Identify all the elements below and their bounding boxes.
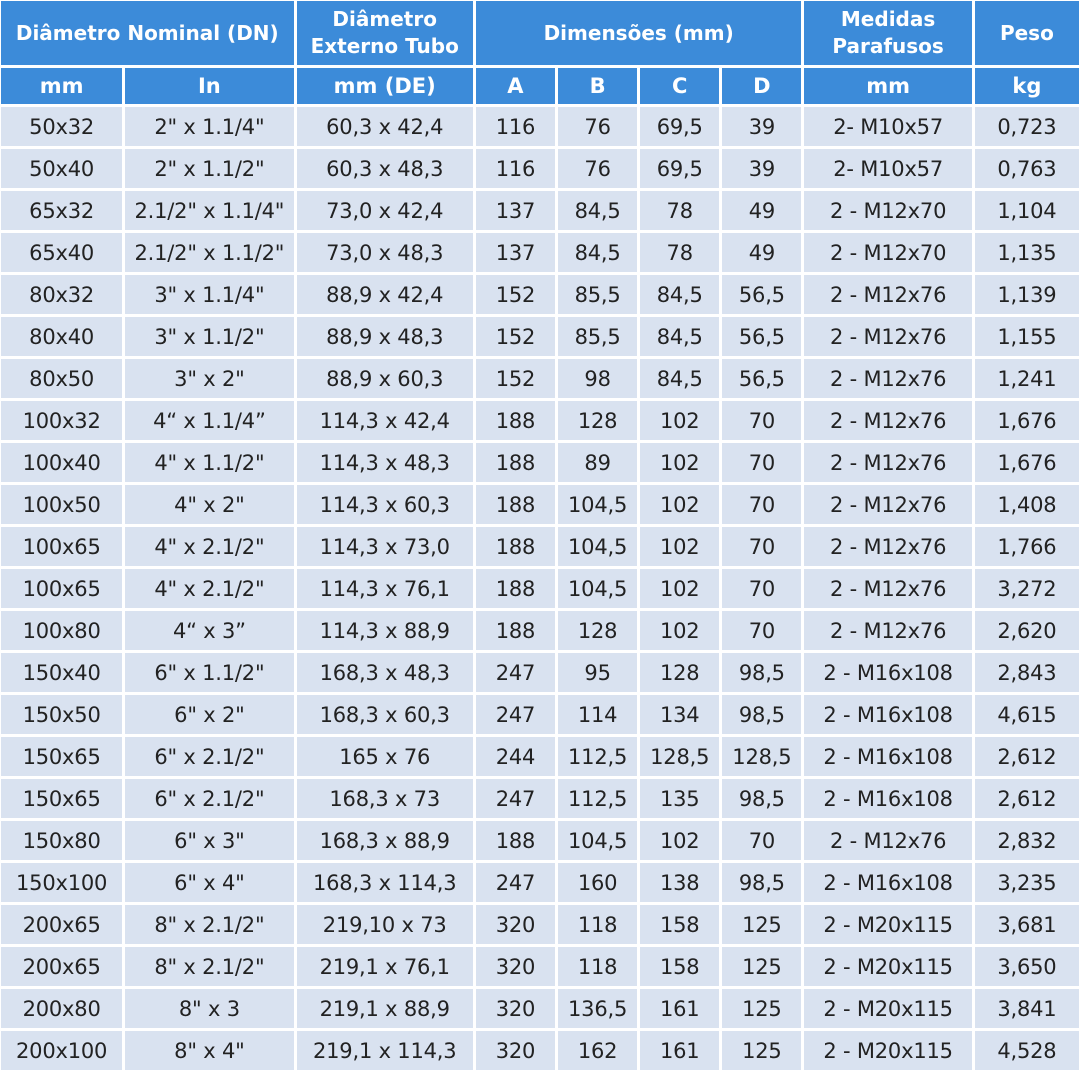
cell-dn-in: 8" x 3	[125, 989, 293, 1028]
cell-dim-a: 188	[476, 821, 555, 860]
cell-dim-c: 138	[640, 863, 719, 902]
cell-dn-mm: 100x50	[1, 485, 122, 524]
header-outer-diameter-line1: Diâmetro	[332, 7, 437, 31]
cell-dim-d: 56,5	[722, 275, 801, 314]
subheader-dim-a: A	[476, 68, 555, 104]
cell-weight: 3,681	[975, 905, 1079, 944]
cell-dim-d: 98,5	[722, 653, 801, 692]
cell-dim-b: 84,5	[558, 191, 637, 230]
cell-dim-a: 320	[476, 1031, 555, 1070]
cell-dim-b: 104,5	[558, 527, 637, 566]
cell-dim-b: 162	[558, 1031, 637, 1070]
cell-dn-in: 8" x 2.1/2"	[125, 947, 293, 986]
cell-dim-a: 116	[476, 107, 555, 146]
cell-bolts: 2 - M20x115	[804, 905, 971, 944]
cell-outer-diameter: 114,3 x 88,9	[297, 611, 473, 650]
cell-dim-a: 247	[476, 653, 555, 692]
cell-dim-a: 152	[476, 317, 555, 356]
table-row	[1, 569, 1079, 608]
cell-weight: 4,528	[975, 1031, 1079, 1070]
cell-weight: 1,766	[975, 527, 1079, 566]
cell-bolts: 2 - M12x76	[804, 527, 971, 566]
table-row	[1, 737, 1079, 776]
cell-dim-a: 247	[476, 779, 555, 818]
cell-dn-in: 8" x 2.1/2"	[125, 905, 293, 944]
cell-dim-b: 114	[558, 695, 637, 734]
cell-dim-b: 112,5	[558, 737, 637, 776]
cell-dim-d: 49	[722, 233, 801, 272]
cell-dn-in: 4“ x 1.1/4”	[125, 401, 293, 440]
table-row	[1, 149, 1079, 188]
table-row	[1, 695, 1079, 734]
cell-dim-a: 320	[476, 989, 555, 1028]
cell-dim-b: 85,5	[558, 275, 637, 314]
cell-bolts: 2 - M16x108	[804, 863, 971, 902]
table-row	[1, 233, 1079, 272]
cell-dim-b: 128	[558, 611, 637, 650]
cell-dim-d: 125	[722, 1031, 801, 1070]
cell-dn-in: 4" x 2.1/2"	[125, 569, 293, 608]
cell-dn-mm: 150x80	[1, 821, 122, 860]
cell-dn-in: 8" x 4"	[125, 1031, 293, 1070]
cell-dim-c: 158	[640, 947, 719, 986]
cell-outer-diameter: 114,3 x 60,3	[297, 485, 473, 524]
cell-dim-c: 78	[640, 233, 719, 272]
cell-outer-diameter: 219,10 x 73	[297, 905, 473, 944]
cell-dim-d: 56,5	[722, 317, 801, 356]
cell-dim-c: 128	[640, 653, 719, 692]
subheader-dn-mm: mm	[1, 68, 122, 104]
cell-dim-a: 188	[476, 401, 555, 440]
cell-dn-in: 2.1/2" x 1.1/2"	[125, 233, 293, 272]
cell-bolts: 2 - M20x115	[804, 1031, 971, 1070]
cell-dim-a: 247	[476, 695, 555, 734]
cell-dim-b: 118	[558, 905, 637, 944]
cell-bolts: 2 - M12x70	[804, 233, 971, 272]
cell-outer-diameter: 168,3 x 60,3	[297, 695, 473, 734]
cell-dn-in: 4" x 2"	[125, 485, 293, 524]
cell-dn-in: 6" x 2"	[125, 695, 293, 734]
cell-dn-in: 2" x 1.1/4"	[125, 107, 293, 146]
cell-dim-d: 70	[722, 569, 801, 608]
cell-weight: 1,676	[975, 401, 1079, 440]
cell-weight: 0,763	[975, 149, 1079, 188]
cell-weight: 2,612	[975, 779, 1079, 818]
cell-dim-b: 84,5	[558, 233, 637, 272]
header-bolts	[804, 1, 971, 65]
cell-dim-b: 89	[558, 443, 637, 482]
cell-weight: 2,612	[975, 737, 1079, 776]
subheader-dim-d: D	[722, 68, 801, 104]
cell-dim-c: 128,5	[640, 737, 719, 776]
cell-dn-mm: 80x32	[1, 275, 122, 314]
cell-bolts: 2 - M12x76	[804, 359, 971, 398]
table-row	[1, 653, 1079, 692]
header-nominal-diameter: Diâmetro Nominal (DN)	[1, 1, 294, 65]
cell-dn-in: 3" x 1.1/4"	[125, 275, 293, 314]
table-row	[1, 485, 1079, 524]
cell-dn-mm: 200x65	[1, 947, 122, 986]
cell-dn-in: 4“ x 3”	[125, 611, 293, 650]
cell-outer-diameter: 88,9 x 42,4	[297, 275, 473, 314]
table-row	[1, 947, 1079, 986]
cell-bolts: 2 - M12x76	[804, 485, 971, 524]
cell-dim-b: 98	[558, 359, 637, 398]
cell-dn-in: 6" x 4"	[125, 863, 293, 902]
cell-dn-mm: 100x65	[1, 527, 122, 566]
cell-bolts: 2- M10x57	[804, 149, 971, 188]
cell-dim-c: 102	[640, 443, 719, 482]
cell-dn-mm: 65x40	[1, 233, 122, 272]
cell-outer-diameter: 168,3 x 114,3	[297, 863, 473, 902]
cell-dim-c: 102	[640, 527, 719, 566]
table-row	[1, 821, 1079, 860]
cell-dn-in: 3" x 2"	[125, 359, 293, 398]
cell-weight: 1,104	[975, 191, 1079, 230]
cell-dim-b: 160	[558, 863, 637, 902]
cell-dn-in: 2.1/2" x 1.1/4"	[125, 191, 293, 230]
cell-outer-diameter: 219,1 x 76,1	[297, 947, 473, 986]
cell-dn-mm: 150x65	[1, 737, 122, 776]
cell-dn-in: 4" x 1.1/2"	[125, 443, 293, 482]
cell-bolts: 2 - M12x76	[804, 569, 971, 608]
cell-outer-diameter: 219,1 x 114,3	[297, 1031, 473, 1070]
cell-dim-b: 85,5	[558, 317, 637, 356]
cell-dim-a: 137	[476, 191, 555, 230]
subheader-de-mm: mm (DE)	[297, 68, 473, 104]
table-row	[1, 107, 1079, 146]
cell-dim-b: 118	[558, 947, 637, 986]
cell-dim-b: 104,5	[558, 485, 637, 524]
cell-outer-diameter: 60,3 x 48,3	[297, 149, 473, 188]
cell-dim-b: 76	[558, 149, 637, 188]
cell-bolts: 2 - M20x115	[804, 989, 971, 1028]
cell-dn-mm: 150x100	[1, 863, 122, 902]
cell-dim-d: 125	[722, 989, 801, 1028]
cell-dim-d: 98,5	[722, 695, 801, 734]
cell-dim-c: 84,5	[640, 275, 719, 314]
cell-dim-a: 188	[476, 569, 555, 608]
subheader-dn-in: In	[125, 68, 293, 104]
header-dimensions: Dimensões (mm)	[476, 1, 802, 65]
cell-outer-diameter: 114,3 x 42,4	[297, 401, 473, 440]
cell-dim-d: 70	[722, 443, 801, 482]
cell-dim-c: 135	[640, 779, 719, 818]
cell-dn-in: 6" x 1.1/2"	[125, 653, 293, 692]
cell-dim-d: 70	[722, 611, 801, 650]
cell-dn-mm: 200x80	[1, 989, 122, 1028]
cell-dim-d: 70	[722, 485, 801, 524]
table-row	[1, 443, 1079, 482]
cell-bolts: 2 - M12x76	[804, 443, 971, 482]
cell-dim-b: 136,5	[558, 989, 637, 1028]
cell-dim-c: 161	[640, 1031, 719, 1070]
cell-bolts: 2 - M12x76	[804, 317, 971, 356]
subheader-weight-kg: kg	[975, 68, 1079, 104]
cell-dim-b: 104,5	[558, 821, 637, 860]
cell-dim-d: 39	[722, 107, 801, 146]
header-bolts-line2: Parafusos	[832, 34, 944, 58]
cell-dim-c: 84,5	[640, 359, 719, 398]
table-row	[1, 527, 1079, 566]
cell-weight: 4,615	[975, 695, 1079, 734]
cell-outer-diameter: 88,9 x 48,3	[297, 317, 473, 356]
table-row	[1, 317, 1079, 356]
cell-dn-mm: 150x40	[1, 653, 122, 692]
cell-dn-mm: 65x32	[1, 191, 122, 230]
cell-dim-a: 188	[476, 485, 555, 524]
cell-dn-mm: 100x65	[1, 569, 122, 608]
cell-weight: 1,408	[975, 485, 1079, 524]
cell-dim-c: 161	[640, 989, 719, 1028]
cell-bolts: 2 - M16x108	[804, 779, 971, 818]
cell-outer-diameter: 88,9 x 60,3	[297, 359, 473, 398]
cell-dim-c: 69,5	[640, 107, 719, 146]
cell-weight: 3,841	[975, 989, 1079, 1028]
cell-outer-diameter: 219,1 x 88,9	[297, 989, 473, 1028]
cell-dim-b: 95	[558, 653, 637, 692]
cell-outer-diameter: 165 x 76	[297, 737, 473, 776]
cell-weight: 1,241	[975, 359, 1079, 398]
table-row	[1, 611, 1079, 650]
cell-outer-diameter: 168,3 x 88,9	[297, 821, 473, 860]
cell-dn-mm: 50x40	[1, 149, 122, 188]
cell-dn-mm: 80x50	[1, 359, 122, 398]
cell-dim-b: 104,5	[558, 569, 637, 608]
cell-weight: 3,272	[975, 569, 1079, 608]
cell-weight: 2,843	[975, 653, 1079, 692]
cell-dn-mm: 100x80	[1, 611, 122, 650]
table-row	[1, 905, 1079, 944]
cell-dim-d: 39	[722, 149, 801, 188]
cell-dim-c: 102	[640, 401, 719, 440]
table-row	[1, 275, 1079, 314]
cell-dim-c: 102	[640, 611, 719, 650]
cell-dn-mm: 50x32	[1, 107, 122, 146]
cell-dim-d: 70	[722, 401, 801, 440]
subheader-dim-c: C	[640, 68, 719, 104]
cell-dim-d: 128,5	[722, 737, 801, 776]
cell-bolts: 2 - M20x115	[804, 947, 971, 986]
cell-dim-a: 320	[476, 947, 555, 986]
header-bolts-line1: Medidas	[840, 7, 936, 31]
cell-dn-mm: 200x65	[1, 905, 122, 944]
cell-dn-mm: 150x50	[1, 695, 122, 734]
cell-weight: 1,139	[975, 275, 1079, 314]
cell-dim-a: 116	[476, 149, 555, 188]
cell-dim-a: 188	[476, 443, 555, 482]
cell-dim-a: 152	[476, 359, 555, 398]
cell-dim-a: 152	[476, 275, 555, 314]
cell-bolts: 2 - M16x108	[804, 695, 971, 734]
cell-dn-in: 6" x 3"	[125, 821, 293, 860]
cell-dim-d: 98,5	[722, 779, 801, 818]
cell-dim-c: 84,5	[640, 317, 719, 356]
table-row	[1, 359, 1079, 398]
cell-dim-d: 70	[722, 527, 801, 566]
table-row	[1, 401, 1079, 440]
cell-dim-b: 128	[558, 401, 637, 440]
cell-bolts: 2 - M12x76	[804, 275, 971, 314]
cell-dim-c: 102	[640, 821, 719, 860]
cell-dim-b: 112,5	[558, 779, 637, 818]
cell-dim-c: 134	[640, 695, 719, 734]
subheader-bolts-mm: mm	[804, 68, 971, 104]
cell-dim-d: 98,5	[722, 863, 801, 902]
table-header	[1, 1, 1079, 104]
cell-dim-c: 102	[640, 485, 719, 524]
cell-dn-mm: 80x40	[1, 317, 122, 356]
cell-dim-c: 102	[640, 569, 719, 608]
cell-dim-d: 49	[722, 191, 801, 230]
cell-dn-mm: 200x100	[1, 1031, 122, 1070]
table-row	[1, 863, 1079, 902]
cell-dim-c: 78	[640, 191, 719, 230]
cell-outer-diameter: 114,3 x 76,1	[297, 569, 473, 608]
cell-dn-in: 3" x 1.1/2"	[125, 317, 293, 356]
cell-dim-d: 56,5	[722, 359, 801, 398]
cell-weight: 2,620	[975, 611, 1079, 650]
table-row	[1, 1031, 1079, 1070]
cell-outer-diameter: 73,0 x 48,3	[297, 233, 473, 272]
table-row	[1, 191, 1079, 230]
cell-weight: 1,135	[975, 233, 1079, 272]
cell-dim-a: 188	[476, 611, 555, 650]
header-row	[1, 1, 1079, 65]
cell-bolts: 2- M10x57	[804, 107, 971, 146]
header-weight: Peso	[975, 1, 1079, 65]
cell-bolts: 2 - M12x76	[804, 401, 971, 440]
cell-dn-in: 6" x 2.1/2"	[125, 737, 293, 776]
cell-dim-d: 125	[722, 947, 801, 986]
cell-weight: 1,676	[975, 443, 1079, 482]
cell-weight: 3,235	[975, 863, 1079, 902]
cell-bolts: 2 - M12x76	[804, 821, 971, 860]
cell-dim-a: 188	[476, 527, 555, 566]
cell-outer-diameter: 168,3 x 48,3	[297, 653, 473, 692]
cell-dn-mm: 100x32	[1, 401, 122, 440]
header-outer-diameter	[297, 1, 473, 65]
cell-dim-a: 244	[476, 737, 555, 776]
cell-dim-d: 70	[722, 821, 801, 860]
cell-dn-in: 6" x 2.1/2"	[125, 779, 293, 818]
cell-bolts: 2 - M12x70	[804, 191, 971, 230]
cell-weight: 0,723	[975, 107, 1079, 146]
table-body	[1, 107, 1079, 1070]
cell-dim-a: 137	[476, 233, 555, 272]
subheader-dim-b: B	[558, 68, 637, 104]
cell-outer-diameter: 73,0 x 42,4	[297, 191, 473, 230]
header-outer-diameter-line2: Externo Tubo	[310, 34, 459, 58]
cell-outer-diameter: 114,3 x 48,3	[297, 443, 473, 482]
cell-dim-c: 69,5	[640, 149, 719, 188]
cell-outer-diameter: 60,3 x 42,4	[297, 107, 473, 146]
cell-outer-diameter: 114,3 x 73,0	[297, 527, 473, 566]
cell-dim-c: 158	[640, 905, 719, 944]
cell-bolts: 2 - M12x76	[804, 611, 971, 650]
cell-dim-a: 247	[476, 863, 555, 902]
cell-dim-b: 76	[558, 107, 637, 146]
cell-dim-a: 320	[476, 905, 555, 944]
subheader-row	[1, 68, 1079, 104]
cell-weight: 1,155	[975, 317, 1079, 356]
cell-weight: 3,650	[975, 947, 1079, 986]
cell-bolts: 2 - M16x108	[804, 737, 971, 776]
table-row	[1, 989, 1079, 1028]
cell-weight: 2,832	[975, 821, 1079, 860]
cell-dim-d: 125	[722, 905, 801, 944]
table-row	[1, 779, 1079, 818]
cell-dn-in: 4" x 2.1/2"	[125, 527, 293, 566]
cell-dn-in: 2" x 1.1/2"	[125, 149, 293, 188]
cell-dn-mm: 150x65	[1, 779, 122, 818]
cell-outer-diameter: 168,3 x 73	[297, 779, 473, 818]
cell-bolts: 2 - M16x108	[804, 653, 971, 692]
cell-dn-mm: 100x40	[1, 443, 122, 482]
